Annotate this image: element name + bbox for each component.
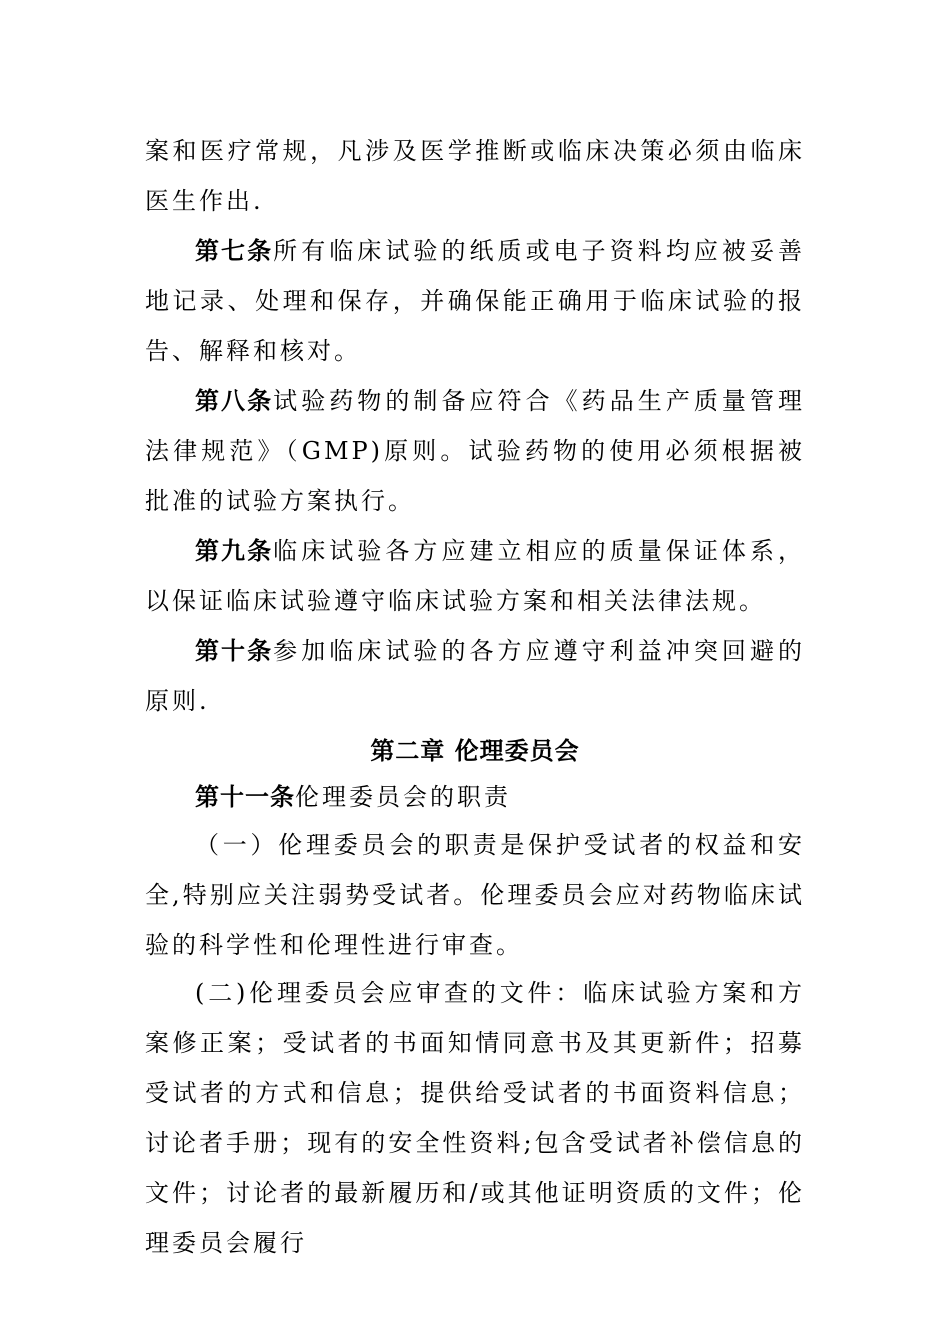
article-11-paragraph-2 bbox=[145, 968, 805, 1268]
article-11-title: 第十一条 bbox=[195, 782, 295, 811]
article-10-title: 第十条 bbox=[195, 636, 274, 665]
chapter-heading: 第二章 伦理委员会 bbox=[370, 736, 580, 765]
article-8-title: 第八条 bbox=[195, 386, 274, 415]
article-7-title: 第七条 bbox=[195, 236, 274, 265]
article-10 bbox=[145, 626, 805, 726]
paragraph-text: 案和医疗常规，凡涉及医学推断或临床决策必须由临床医生作出. bbox=[145, 137, 805, 215]
article-9-title: 第九条 bbox=[195, 536, 274, 565]
article-10-text: 参加临床试验的各方应遵守利益冲突回避的原则. bbox=[145, 637, 806, 715]
article-11 bbox=[145, 772, 805, 822]
article-11-paragraph-1 bbox=[145, 820, 805, 970]
article-8 bbox=[145, 376, 805, 526]
paragraph-text: (二)伦理委员会应审查的文件：临床试验方案和方案修正案；受试者的书面知情同意书及其更新件；招募受试者的方式和信息；提供给受试者的书面资料信息；讨论者手册；现有的安全性资料;包含受试者补偿信息的文件；讨论者的最新履历和/或其他证明资质的文件；伦理委员会履行 bbox=[145, 979, 805, 1257]
article-11-text: 伦理委员会的职责 bbox=[295, 783, 511, 811]
paragraph-continuation bbox=[145, 126, 805, 226]
article-8-text: 试验药物的制备应符合《药品生产质量管理法律规范》（GMP)原则。试验药物的使用必须根据被批准的试验方案执行。 bbox=[145, 387, 806, 515]
paragraph-text: （一）伦理委员会的职责是保护受试者的权益和安全,特别应关注弱势受试者。伦理委员会应对药物临床试验的科学性和伦理性进行审查。 bbox=[145, 831, 805, 959]
article-9-text: 临床试验各方应建立相应的质量保证体系，以保证临床试验遵守临床试验方案和相关法律法规。 bbox=[145, 537, 806, 615]
article-9 bbox=[145, 526, 805, 626]
article-7-text: 所有临床试验的纸质或电子资料均应被妥善地记录、处理和保存，并确保能正确用于临床试验的报告、解释和核对。 bbox=[145, 237, 806, 365]
article-7 bbox=[145, 226, 805, 376]
